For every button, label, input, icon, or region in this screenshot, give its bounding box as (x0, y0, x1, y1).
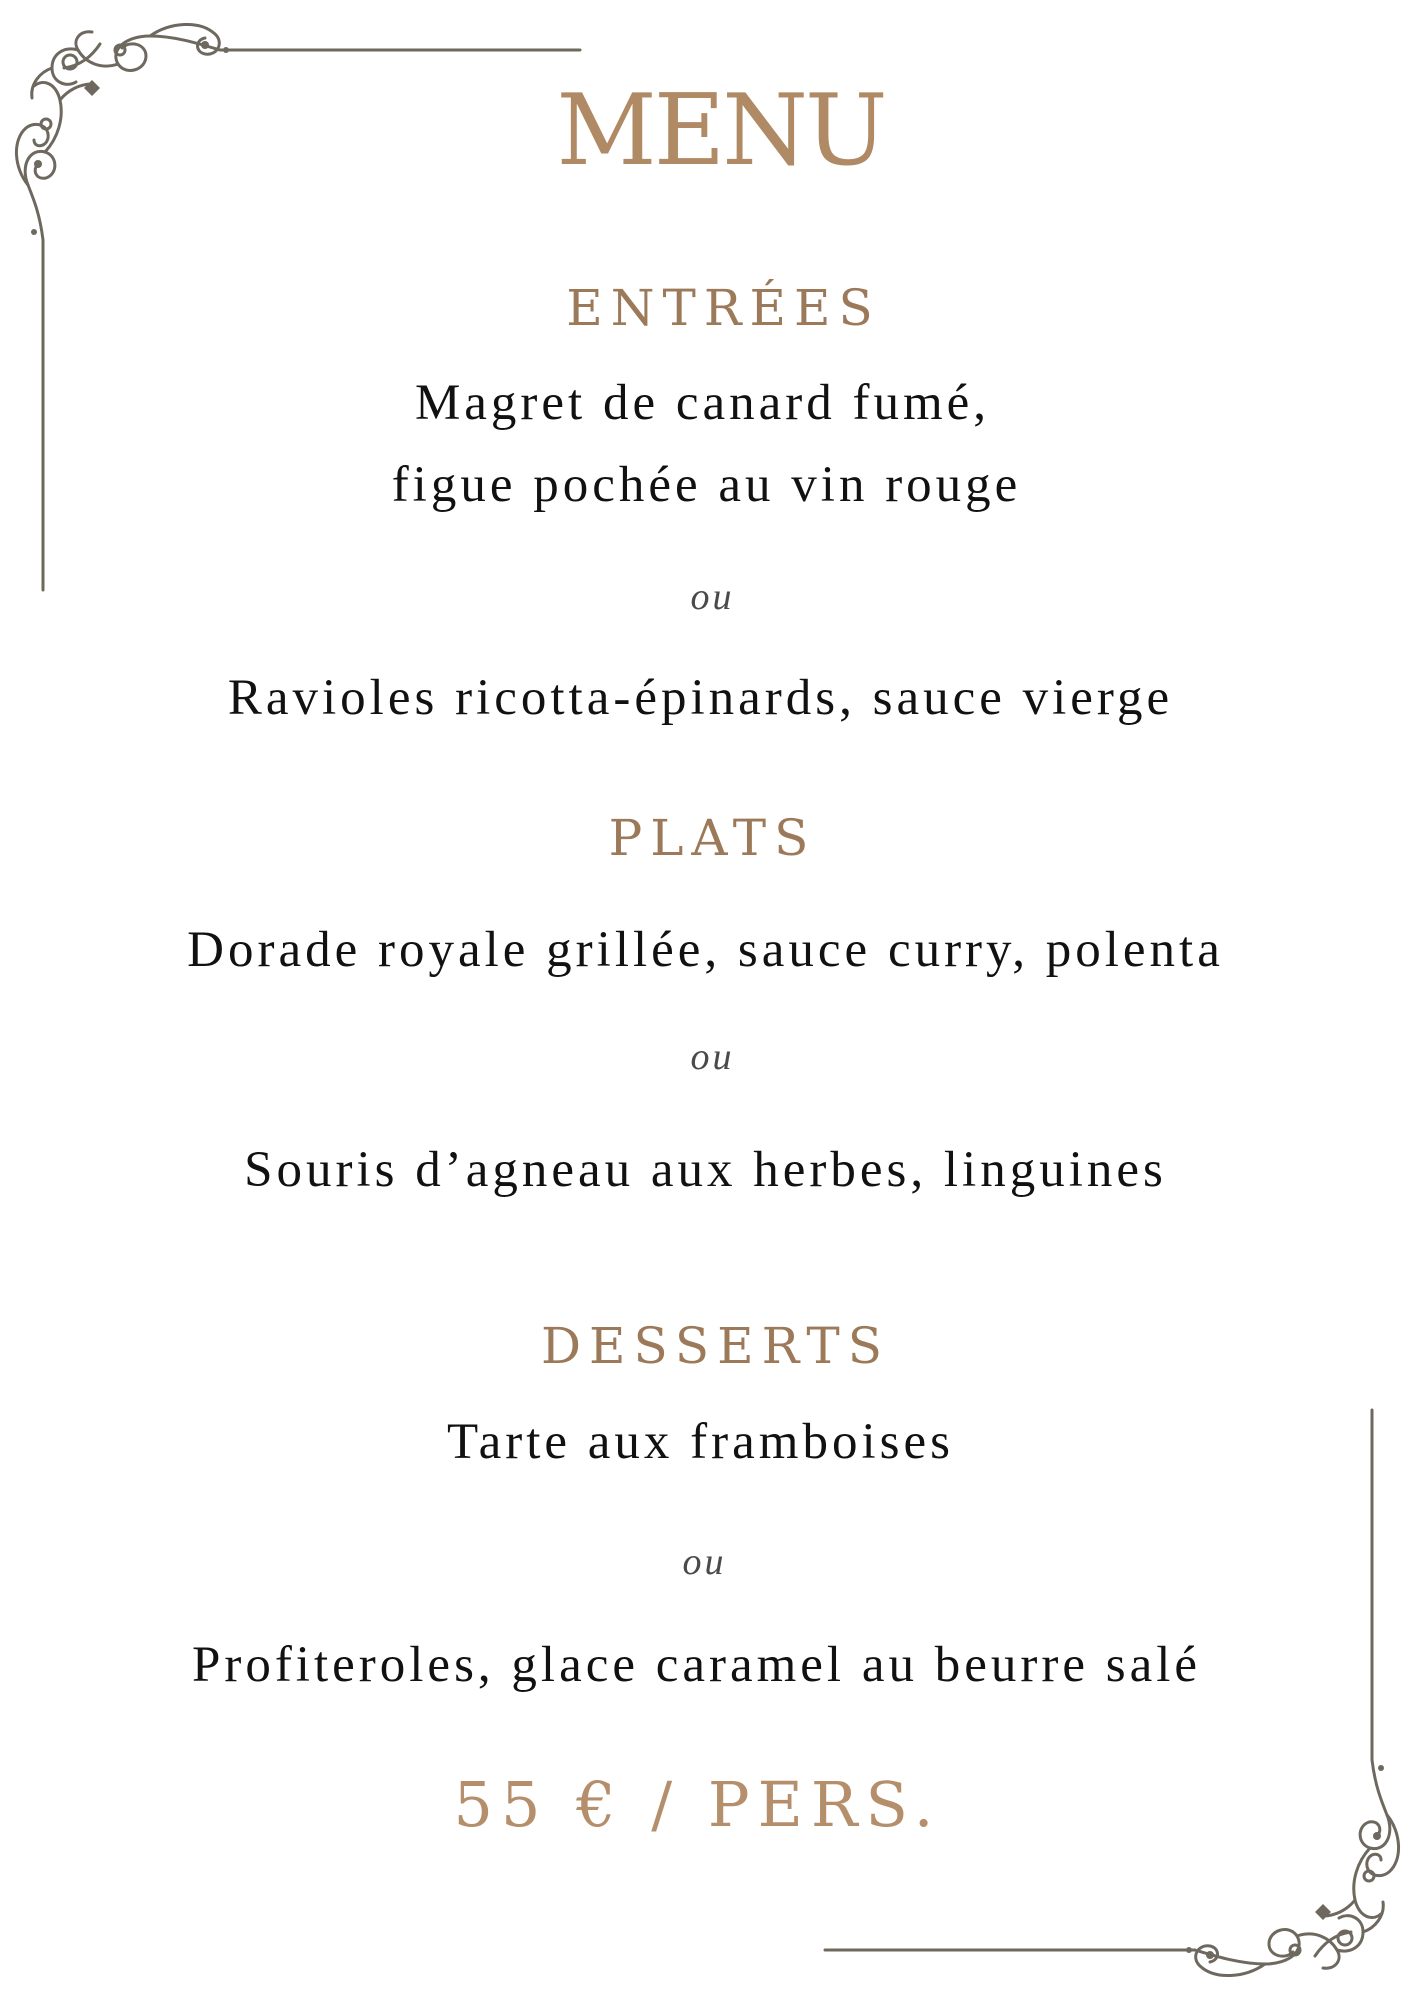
plats-separator: ou (690, 1036, 735, 1078)
desserts-heading: DESSERTS (540, 1317, 891, 1375)
menu-title: MENU (556, 74, 885, 188)
entrees-option1-line1: Magret de canard fumé, (414, 375, 991, 431)
plats-heading: PLATS (608, 809, 817, 867)
plats-option1: Dorade royale grillée, sauce curry, polenta (187, 922, 1224, 978)
plats-option2: Souris d’agneau aux herbes, linguines (244, 1142, 1167, 1198)
entrees-heading: ENTRÉES (566, 279, 881, 337)
entrees-option2: Ravioles ricotta-épinards, sauce vierge (227, 670, 1174, 726)
entrees-separator: ou (690, 576, 735, 618)
entrees-option1-line2: figue pochée au vin rouge (391, 457, 1022, 513)
desserts-option2: Profiteroles, glace caramel au beurre salé (191, 1637, 1202, 1693)
desserts-separator: ou (682, 1541, 727, 1583)
desserts-option1: Tarte aux framboises (447, 1414, 954, 1470)
corner-flourish-icon (815, 1400, 1415, 2000)
price-per-person: 55 € / PERS. (453, 1768, 942, 1841)
